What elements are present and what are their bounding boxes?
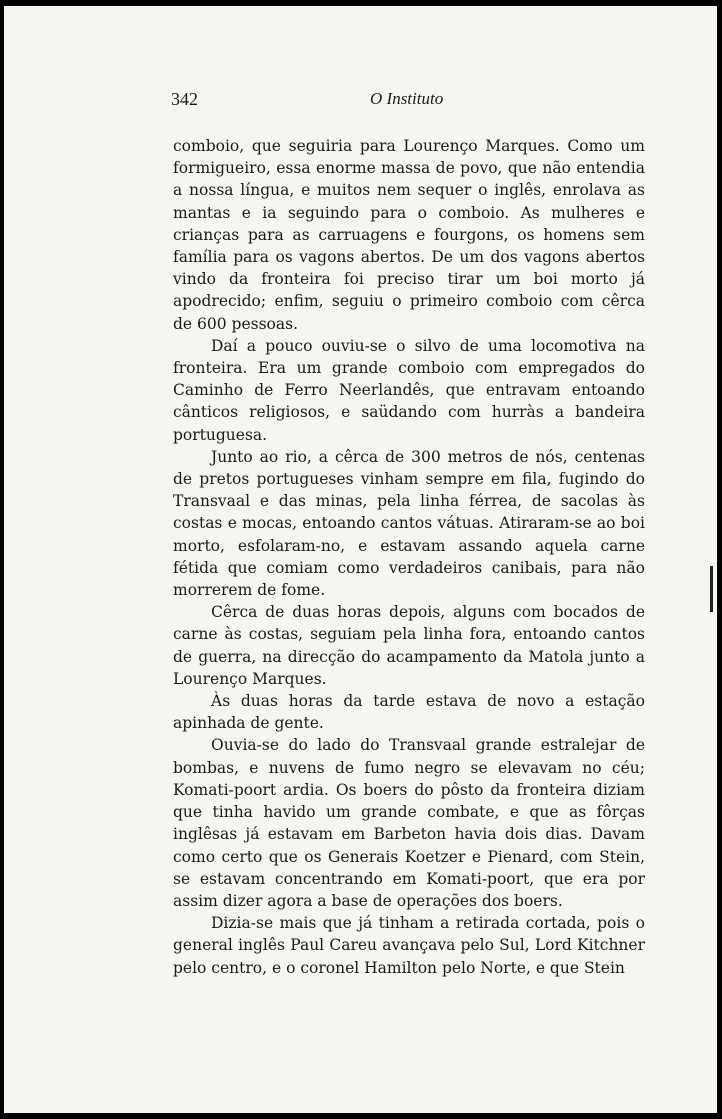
paragraph: Junto ao rio, a cêrca de 300 metros de nós, centenas de pretos portugueses vinham sempre em fila, fugindo do Transvaal e das minas, pela linha férrea, de sacolas às costas e mocas, entoando cantos vátuas. Atiraram-se ao boi morto, esfolaram-no, e estavam assando aquela carne fétida que comiam como verdadeiros canibais, para não morrerem de fome. xyxy=(173,447,645,600)
page-header xyxy=(4,89,717,113)
paragraph: Dizia-se mais que já tinham a retirada cortada, pois o general inglês Paul Careu avançava pelo Sul, Lord Kitchner pelo centro, e o coronel Hamilton pelo Norte, e que Stein xyxy=(173,914,645,977)
paragraph: comboio, que seguiria para Lourenço Marques. Como um formigueiro, essa enorme massa de povo, que não entendia a nossa língua, e muitos nem sequer o inglês, enrolava as mantas e ia seguindo para o comboio. As mulheres e crianças para as carruagens e fourgons, os homens sem família para os vagons abertos. De um dos vagons abertos vindo da fronteira foi preciso tirar um boi morto já apodrecido; enfim, seguiu o primeiro comboio com cêrca de 600 pessoas. xyxy=(173,137,645,333)
paragraph: Ouvia-se do lado do Transvaal grande estralejar de bombas, e nuvens de fumo negro se elevavam no céu; Komati-poort ardia. Os boers do pôsto da fronteira diziam que tinha havido um grande combate, e que as fôrças inglêsas já estavam em Barbeton havia dois dias. Davam como certo que os Generais Koetzer e Pienard, com Stein, se estavam concentrando em Komati-poort, que era por assim dizer agora a base de operações dos boers. xyxy=(173,736,645,910)
edge-mark xyxy=(710,566,713,612)
running-title: O Instituto xyxy=(370,89,444,108)
paragraph: Cêrca de duas horas depois, alguns com bocados de carne às costas, seguiam pela linha fora, entoando cantos de guerra, na direcção do acampamento da Matola junto a Lourenço Marques. xyxy=(173,603,645,688)
page-number: 342 xyxy=(171,89,198,109)
paragraph: Daí a pouco ouviu-se o silvo de uma locomotiva na fronteira. Era um grande comboio com empregados do Caminho de Ferro Neerlandês, que entravam entoando cânticos religiosos, e saüdando com hurràs a bandeira portuguesa. xyxy=(173,336,645,444)
paragraph: Às duas horas da tarde estava de novo a estação apinhada de gente. xyxy=(173,692,645,733)
book-page xyxy=(4,6,717,1113)
body-text xyxy=(173,135,645,979)
